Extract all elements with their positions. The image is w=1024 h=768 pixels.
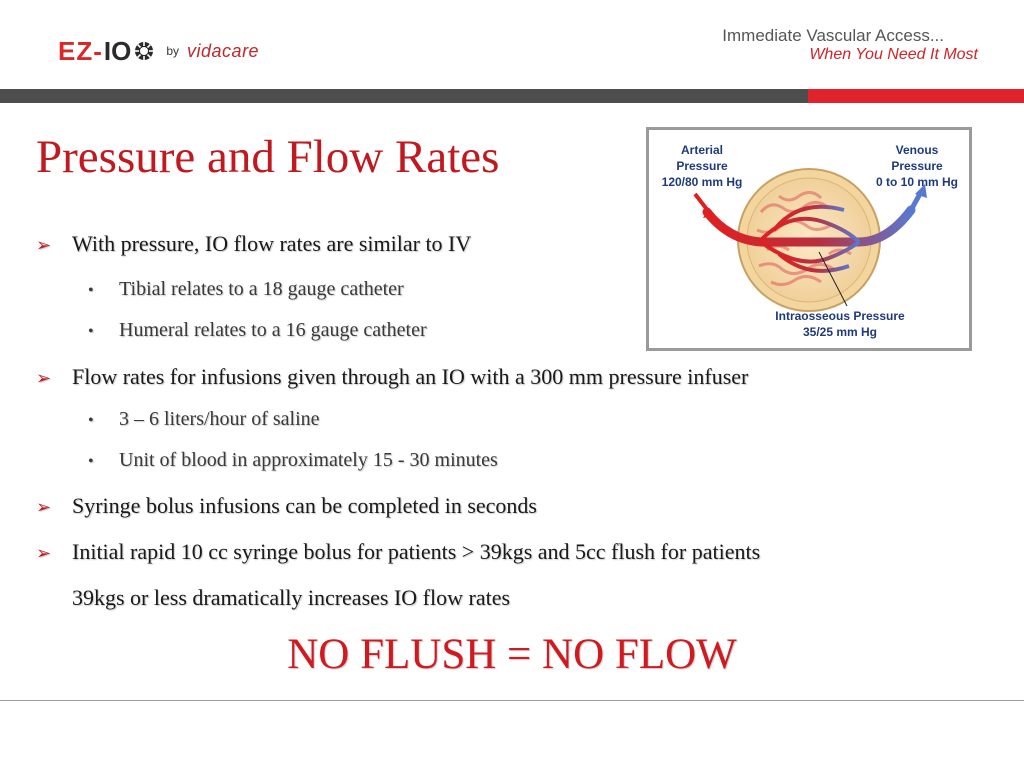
- bullet-continuation: 39kgs or less dramatically increases IO flow rates: [72, 585, 511, 610]
- dot-bullet-icon: •: [88, 453, 94, 470]
- logo-io-text: IO: [103, 35, 132, 66]
- emphasis-text: NO FLUSH = NO FLOW: [287, 631, 737, 678]
- logo-company-name: vidacare: [187, 40, 260, 61]
- arrow-bullet-icon: ➢: [36, 235, 52, 256]
- bullet-item: ➢ Flow rates for infusions given through an IO with a 300 mm pressure infuser: [36, 364, 749, 389]
- dot-bullet-icon: •: [88, 282, 94, 299]
- logo-by-text: by: [166, 44, 180, 58]
- logo-ez-text: EZ-: [58, 35, 103, 66]
- header-divider-gray: [0, 89, 808, 103]
- sub-bullet-item: • 3 – 6 liters/hour of saline: [88, 408, 320, 430]
- gear-icon: [134, 41, 154, 61]
- company-logo: [58, 36, 259, 66]
- tagline-line1: Immediate Vascular Access...: [722, 26, 944, 45]
- pressure-diagram: [646, 127, 972, 351]
- dot-bullet-icon: •: [88, 323, 94, 340]
- sub-bullet-item: • Unit of blood in approximately 15 - 30 minutes: [88, 449, 498, 471]
- footer-divider: [0, 700, 1024, 701]
- bullet-item: ➢ With pressure, IO flow rates are similar to IV: [36, 231, 472, 256]
- sub-bullet-item: • Tibial relates to a 18 gauge catheter: [88, 278, 404, 300]
- sub-bullet-item: • Humeral relates to a 16 gauge catheter: [88, 319, 427, 341]
- arrow-bullet-icon: ➢: [36, 368, 52, 389]
- venous-pressure-label: Venous Pressure 0 to 10 mm Hg: [875, 143, 959, 189]
- bullet-item: ➢ Initial rapid 10 cc syringe bolus for patients > 39kgs and 5cc flush for patients: [36, 539, 761, 564]
- arterial-pressure-label: Arterial Pressure 120/80 mm Hg: [661, 143, 743, 189]
- dot-bullet-icon: •: [88, 412, 94, 429]
- bullet-item: ➢ Syringe bolus infusions can be completed in seconds: [36, 493, 537, 518]
- page-title: Pressure and Flow Rates: [36, 131, 500, 183]
- header-divider-red: [808, 89, 1024, 103]
- arterial-inflow-arrow: [695, 194, 709, 212]
- arrow-bullet-icon: ➢: [36, 497, 52, 518]
- tagline-line2: When You Need It Most: [809, 46, 978, 63]
- arrow-bullet-icon: ➢: [36, 543, 52, 564]
- intraosseous-pressure-label: Intraosseous Pressure 35/25 mm Hg: [775, 309, 905, 339]
